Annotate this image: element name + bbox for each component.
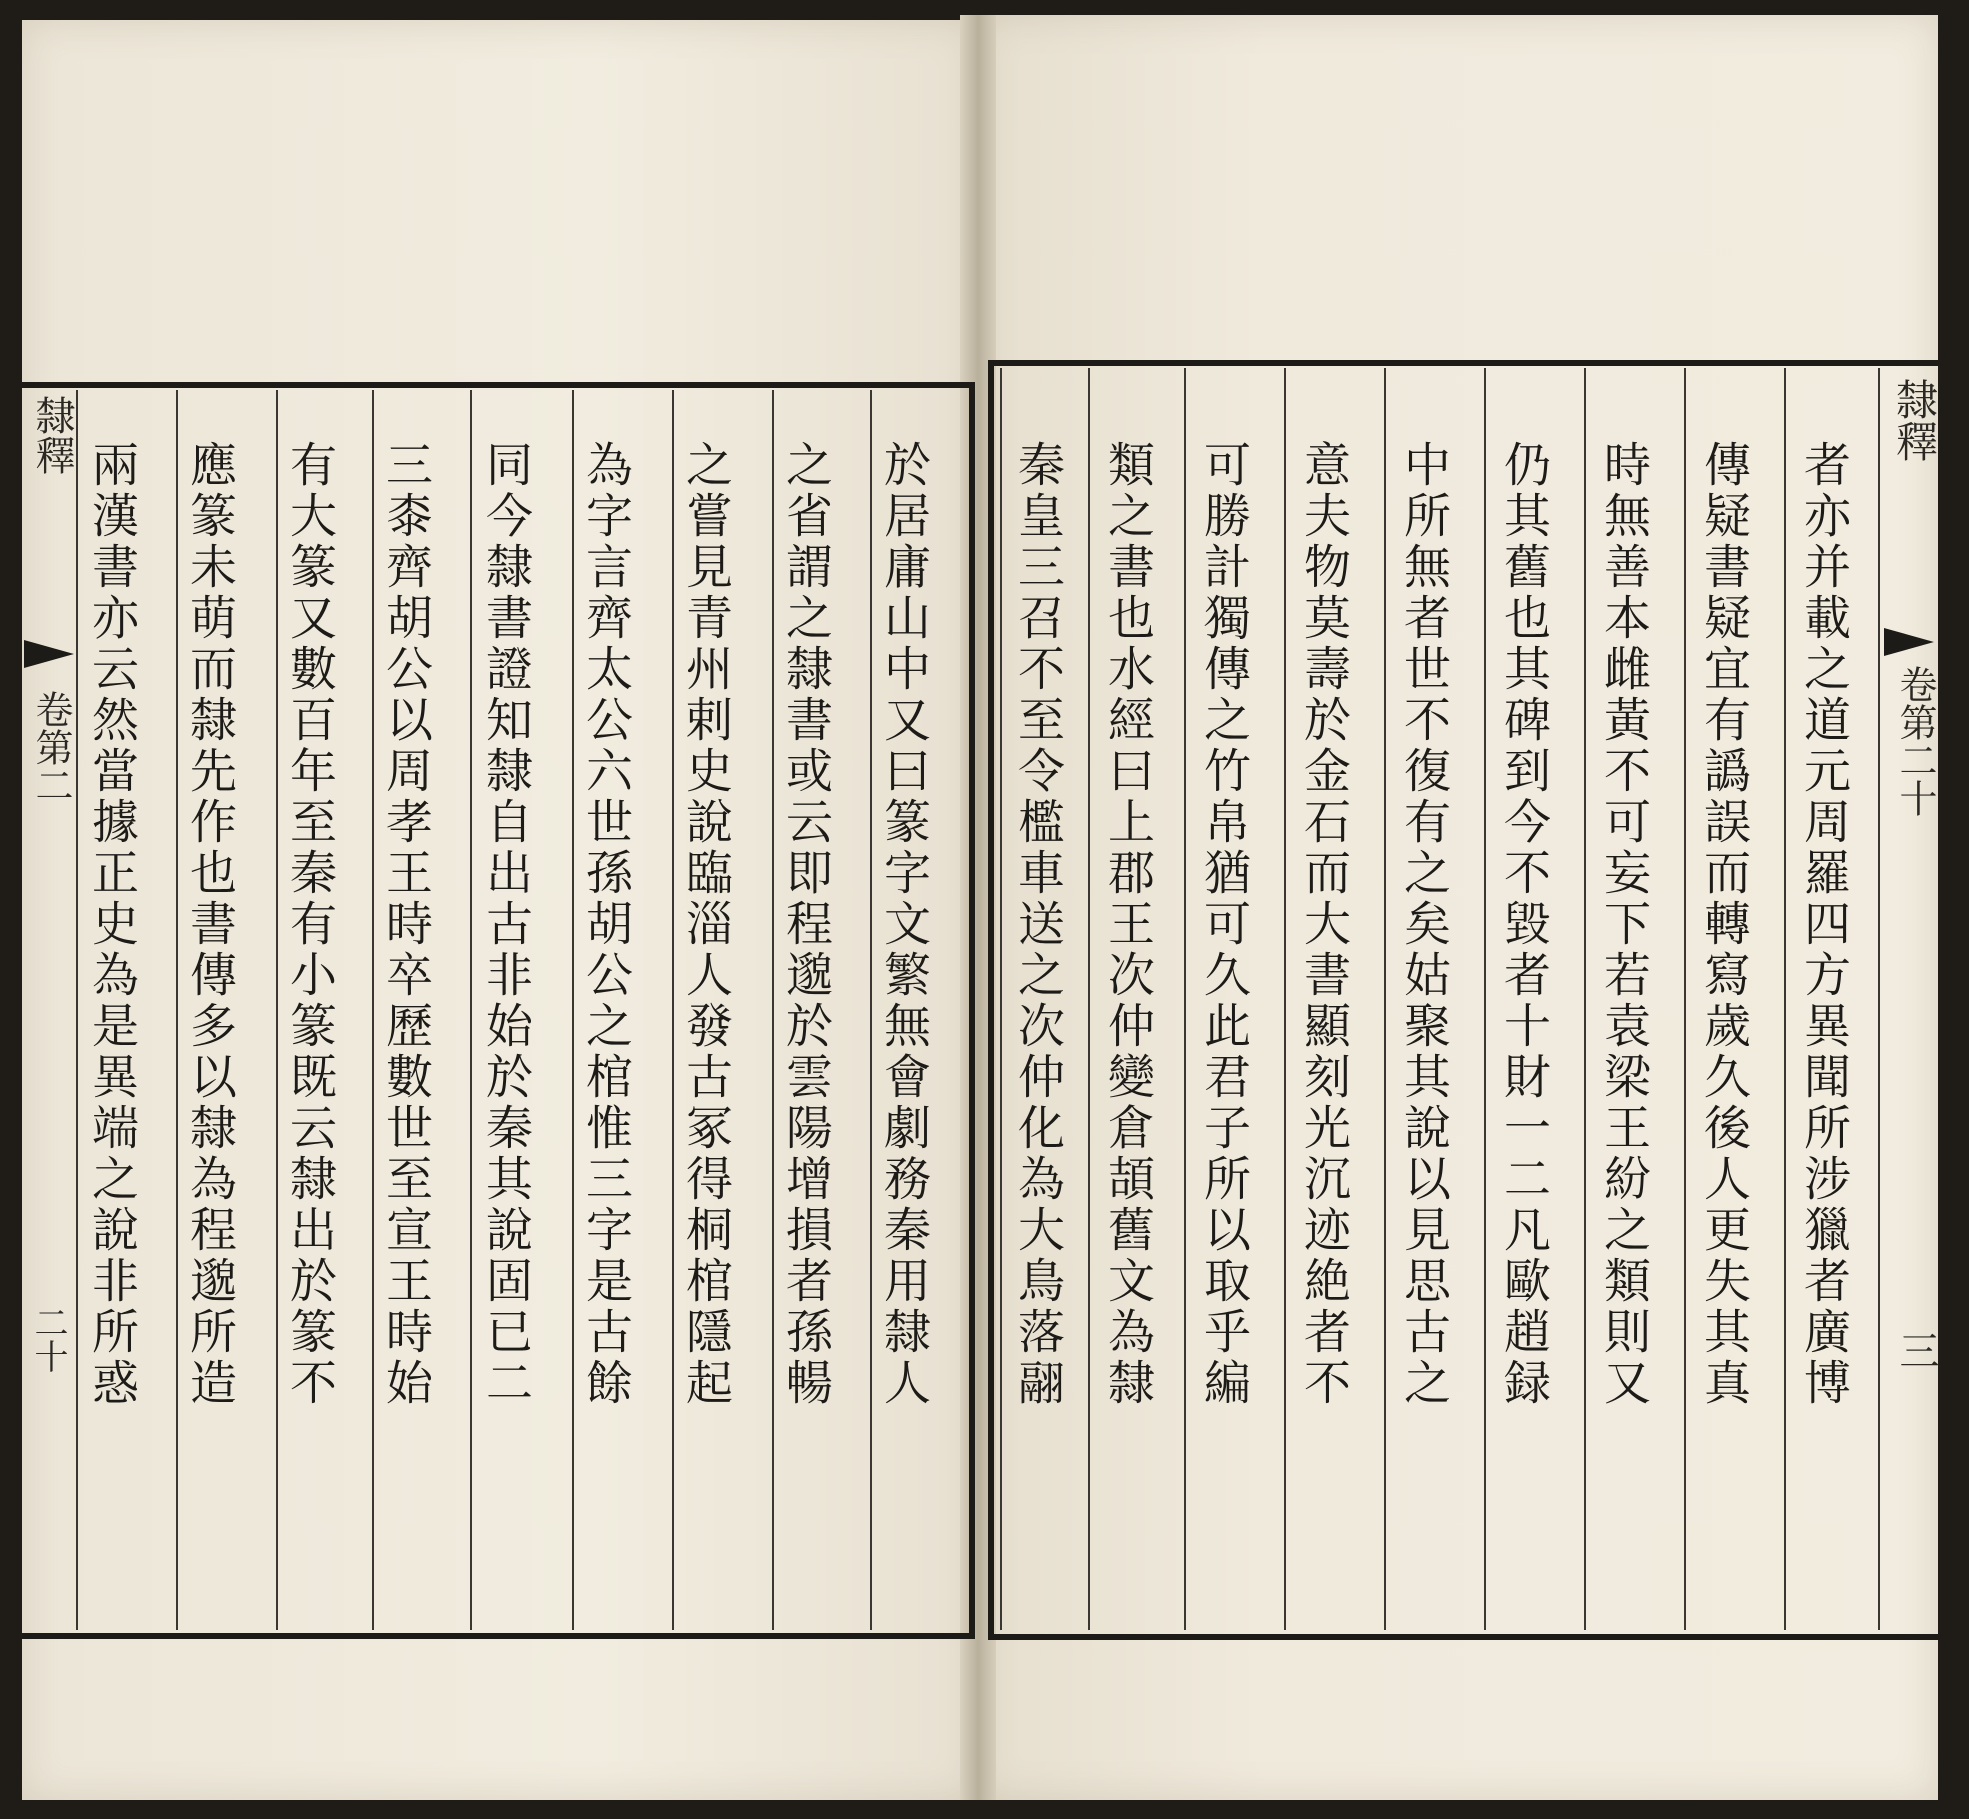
right-text-column: 者亦并載之道元周羅四方異聞所涉獵者廣博: [1796, 440, 1851, 1409]
left-text-column: 有大篆又數百年至秦有小篆既云隸出於篆不: [282, 440, 337, 1409]
left-margin-chapter: 卷第二: [29, 690, 73, 804]
left-margin-folio: 二十: [28, 1305, 68, 1373]
right-col-rule: [1088, 368, 1090, 1630]
right-col-rule: [1384, 368, 1386, 1630]
right-text-column: 傳疑書疑宜有譌誤而轉寫歲久後人更失其真: [1696, 440, 1751, 1409]
left-col-rule: [372, 390, 374, 1630]
right-margin-rule: [1878, 368, 1880, 1630]
left-col-rule: [672, 390, 674, 1630]
left-col-rule: [470, 390, 472, 1630]
right-col-rule: [1484, 368, 1486, 1630]
left-text-column: 兩漢書亦云然當據正史為是異端之說非所惑: [84, 440, 139, 1409]
left-col-rule: [870, 390, 872, 1630]
right-col-rule: [1184, 368, 1186, 1630]
left-col-rule: [772, 390, 774, 1630]
right-text-column: 中所無者世不復有之矣姑聚其說以見思古之: [1396, 440, 1451, 1409]
right-text-column: 意夫物莫壽於金石而大書顯刻光沉迹絶者不: [1296, 440, 1351, 1409]
right-col-rule: [1284, 368, 1286, 1630]
left-margin-rule: [76, 390, 78, 1630]
right-text-column: 可勝計獨傳之竹帛猶可久此君子所以取乎編: [1196, 440, 1251, 1409]
right-text-column: 仍其舊也其碑到今不毀者十財一二凡歐趙録: [1496, 440, 1551, 1409]
left-text-column: 於居庸山中又曰篆字文繁無會劇務秦用隸人: [876, 440, 931, 1409]
left-text-column: 同今隸書證知隸自出古非始於秦其說固已二: [478, 440, 533, 1409]
left-text-column: 之嘗見青州剌史說臨淄人發古冢得桐棺隱起: [678, 440, 733, 1409]
right-col-rule: [1584, 368, 1586, 1630]
right-col-rule: [1000, 368, 1002, 1630]
right-margin-title: 隸釋: [1890, 378, 1939, 462]
left-col-rule: [176, 390, 178, 1630]
right-text-column: 類之書也水經曰上郡王次仲變倉頡舊文為隸: [1100, 440, 1155, 1409]
right-fishtail-icon: [1884, 628, 1934, 656]
left-col-rule: [572, 390, 574, 1630]
right-col-rule: [1684, 368, 1686, 1630]
left-fishtail-icon: [24, 640, 74, 668]
right-text-column: 時無善本雌黃不可妄下若袁梁王紛之類則又: [1596, 440, 1651, 1409]
right-text-column: 秦皇三召不至令檻車送之次仲化為大鳥落翮: [1010, 440, 1065, 1409]
right-col-rule: [1784, 368, 1786, 1630]
right-margin-folio: 三: [1893, 1330, 1939, 1370]
left-text-column: 應篆未萌而隸先作也書傳多以隸為程邈所造: [182, 440, 237, 1409]
left-col-rule: [276, 390, 278, 1630]
left-text-column: 之省謂之隸書或云即程邈於雲陽增損者孫暢: [778, 440, 833, 1409]
left-text-column: 三桼齊胡公以周孝王時卒歷數世至宣王時始: [378, 440, 433, 1409]
left-text-column: 為字言齊太公六世孫胡公之棺惟三字是古餘: [578, 440, 633, 1409]
left-margin-title: 隸釋: [29, 395, 75, 475]
right-margin-chapter: 卷第二十: [1893, 665, 1937, 817]
